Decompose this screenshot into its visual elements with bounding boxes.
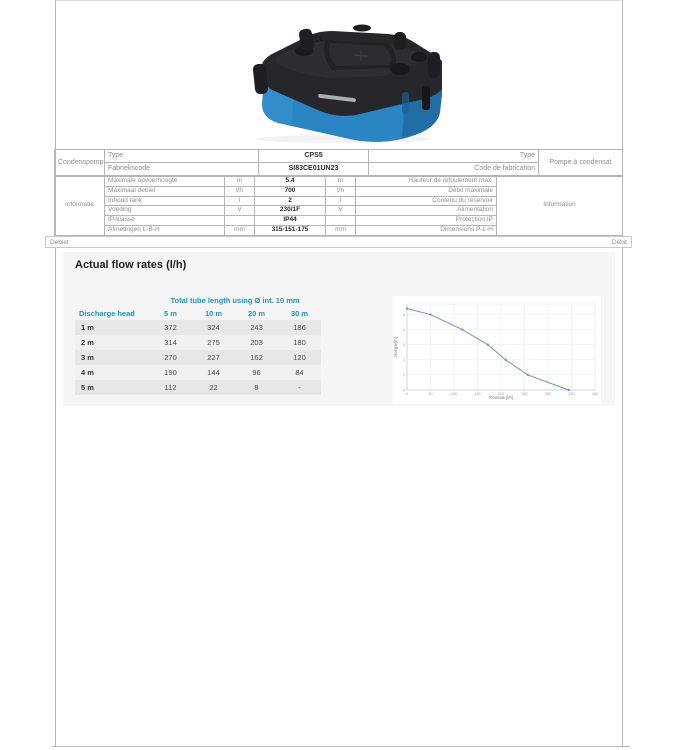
flow-section-title: Actual flow rates (l/h): [75, 259, 187, 271]
value-cell: 2: [255, 196, 326, 206]
table-row: [55, 163, 623, 176]
column-header: 30 m: [290, 309, 309, 318]
unit-fr: l: [326, 196, 356, 206]
table-row: [55, 177, 623, 187]
desc-fr: Débit maximale: [356, 186, 497, 196]
tube-length-header: Total tube length using Ø int. 10 mm: [170, 296, 300, 305]
table-row: 1 m 372 324 243 186: [75, 320, 321, 335]
unit-nl: m: [225, 177, 255, 187]
desc-nl: Type: [105, 150, 259, 163]
type-table: [54, 149, 623, 176]
table-row: 2 m 314 275 203 180: [75, 335, 321, 350]
desc-nl: Afmetingen L-B-H: [105, 225, 225, 235]
value-cell: 700: [255, 186, 326, 196]
desc-nl: Maximale opvoerhoogte: [105, 177, 225, 187]
unit-fr: [326, 216, 356, 226]
svg-text:0: 0: [405, 392, 409, 396]
desc-fr: Alimentation: [356, 206, 497, 216]
column-header: 5 m: [164, 309, 177, 318]
svg-text:100: 100: [450, 392, 458, 396]
page-bottom-rule: [52, 746, 630, 747]
column-header: 10 m: [204, 309, 223, 318]
unit-nl: [225, 216, 255, 226]
unit-fr: mm: [326, 225, 356, 235]
value-cell: CPS5: [259, 150, 369, 163]
section-bar-debiet: [45, 236, 632, 248]
svg-text:300: 300: [544, 392, 552, 396]
product-image: [242, 12, 442, 145]
value-cell: 5.4: [255, 177, 326, 187]
desc-nl: IP-klasse: [105, 216, 225, 226]
unit-nl: V: [225, 206, 255, 216]
unit-nl: l: [225, 196, 255, 206]
unit-fr: l/h: [326, 186, 356, 196]
svg-text:400: 400: [591, 392, 599, 396]
desc-fr: Protection IP: [356, 216, 497, 226]
svg-text:200: 200: [497, 392, 505, 396]
group-label-fr: Pompe à condensat: [539, 150, 623, 176]
svg-text:3: 3: [402, 343, 405, 348]
desc-nl: Maximaal debiet: [105, 186, 225, 196]
unit-nl: l/h: [225, 186, 255, 196]
pump-curve-chart: [393, 296, 601, 404]
svg-text:350: 350: [568, 392, 575, 396]
desc-nl: Inhoud tank: [105, 196, 225, 206]
svg-text:2: 2: [402, 358, 405, 363]
svg-text:5: 5: [402, 312, 405, 317]
value-cell: SI83CE01UN23: [259, 163, 369, 176]
desc-fr: Code de fabrication: [369, 163, 539, 176]
svg-text:150: 150: [474, 392, 481, 396]
svg-text:250: 250: [521, 392, 528, 396]
desc-nl: Fabriekscode: [105, 163, 259, 176]
x-axis-label: Flowrate [l/h]: [489, 395, 513, 400]
unit-nl: mm: [225, 225, 255, 235]
table-row: [55, 150, 623, 163]
desc-nl: Voeding: [105, 206, 225, 216]
svg-text:1: 1: [402, 373, 405, 378]
svg-text:4: 4: [402, 327, 405, 332]
value-cell: 230/1F: [255, 206, 326, 216]
y-axis-label: Hoogte[m]: [393, 337, 398, 357]
desc-fr: Dimensions P-L-H: [356, 225, 497, 235]
condensate-pump-illustration: [242, 12, 442, 145]
unit-fr: m: [326, 177, 356, 187]
section-label-nl: Debiet: [50, 238, 69, 246]
unit-fr: V: [326, 206, 356, 216]
desc-fr: Hauteur de refoulement max.: [356, 177, 497, 187]
svg-text:50: 50: [428, 392, 433, 396]
flow-rates-panel: [63, 252, 615, 406]
table-row: 5 m 112 22 8 -: [75, 380, 321, 395]
section-label-fr: Débit: [611, 238, 627, 246]
svg-text:0: 0: [402, 388, 405, 393]
discharge-head-header: Discharge head: [79, 309, 135, 318]
flow-rates-table: [75, 294, 321, 395]
value-cell: IP44: [255, 216, 326, 226]
column-header: 20 m: [247, 309, 266, 318]
group-label-fr: Information: [497, 177, 623, 236]
group-label-nl: Condenspomp: [55, 150, 105, 176]
group-label-nl: Informatie: [55, 177, 105, 236]
info-table: [54, 176, 623, 236]
value-cell: 315-151-175: [255, 225, 326, 235]
table-row: 4 m 190 144 96 84: [75, 365, 321, 380]
desc-fr: Type: [369, 150, 539, 163]
table-row: 3 m 270 227 162 120: [75, 350, 321, 365]
desc-fr: Contenu du réservoir: [356, 196, 497, 206]
pump-curve-svg: [393, 296, 601, 404]
